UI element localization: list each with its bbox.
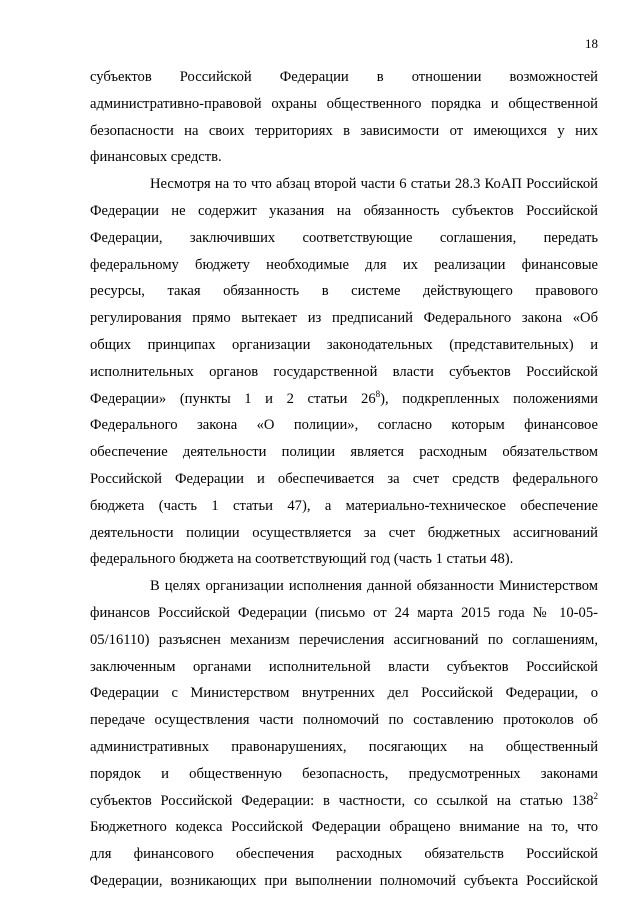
text-run: Бюджетного кодекса Российской Федерации обращено внимание на то, что [90, 819, 598, 836]
text-line [90, 439, 598, 466]
text-line [90, 171, 598, 198]
text-line [90, 680, 598, 707]
text-run: общих принципах организации законодательных (представительных) и [90, 336, 598, 353]
text-line [90, 600, 598, 627]
text-run: безопасности на своих территориях в зависимости от имеющихся у них [90, 122, 598, 139]
text-line [90, 546, 598, 573]
text-run: ), подкрепленных положениями [380, 390, 598, 407]
text-run: деятельности полиции осуществляется за счет бюджетных ассигнований [90, 524, 598, 541]
text-run: Федерации с Министерством внутренних дел Российской Федерации, о [90, 685, 598, 702]
text-run: финансовых средств. [90, 149, 222, 166]
text-line [90, 198, 598, 225]
text-line [90, 252, 598, 279]
text-line [90, 359, 598, 386]
text-run: обеспечение деятельности полиции является расходным обязательством [90, 444, 598, 461]
text-line [90, 64, 598, 91]
text-run: В целях организации исполнения данной обязанности Министерством [150, 578, 598, 595]
text-run: бюджета (часть 1 статьи 47), а материально-техническое обеспечение [90, 497, 598, 514]
text-run: Федерации» (пункты 1 и 2 статьи 26 [90, 390, 376, 407]
text-run: административно-правовой охраны общественного порядка и общественной [90, 95, 598, 112]
text-line [90, 412, 598, 439]
text-line [90, 761, 598, 788]
text-run: субъектов Российской Федерации в отношении возможностей [90, 69, 598, 85]
text-line [90, 573, 598, 600]
text-line [90, 91, 598, 118]
text-line [90, 707, 598, 734]
text-line [90, 868, 598, 895]
text-line [90, 814, 598, 841]
paragraph [90, 64, 598, 171]
text-run: регулирования прямо вытекает из предписаний Федерального закона «Об [90, 310, 598, 327]
text-line [90, 627, 598, 654]
text-line [90, 225, 598, 252]
paragraph [90, 573, 598, 895]
text-line [90, 788, 598, 815]
text-line [90, 466, 598, 493]
text-line [90, 278, 598, 305]
text-run: для финансового обеспечения расходных обязательств Российской [90, 846, 598, 863]
text-line [90, 332, 598, 359]
text-line [90, 654, 598, 681]
text-run: порядок и общественную безопасность, предусмотренных законами [90, 765, 598, 782]
text-line [90, 144, 598, 171]
footnote-reference: 2 [593, 790, 598, 801]
text-run: административных правонарушениях, посягающих на общественный [90, 738, 598, 755]
text-run: 05/16110) разъяснен механизм перечисления ассигнований по соглашениям, [90, 631, 598, 648]
text-run: передаче осуществления части полномочий по составлению протоколов об [90, 712, 598, 729]
text-run: Российской Федерации и обеспечивается за счет средств федерального [90, 470, 598, 487]
text-run: федерального бюджета на соответствующий год (часть 1 статьи 48). [90, 551, 514, 568]
text-line [90, 386, 598, 413]
text-run: финансов Российской Федерации (письмо от 24 марта 2015 года № 10-05- [90, 604, 598, 621]
text-run: исполнительных органов государственной власти субъектов Российской [90, 363, 598, 380]
text-line [90, 305, 598, 332]
text-line [90, 118, 598, 145]
paragraph [90, 171, 598, 573]
text-line [90, 520, 598, 547]
text-run: Федерации, возникающих при выполнении полномочий субъекта Российской [90, 872, 598, 889]
text-line [90, 734, 598, 761]
text-line [90, 841, 598, 868]
text-line [90, 493, 598, 520]
text-run: заключенным органами исполнительной власти субъектов Российской [90, 658, 598, 675]
text-run: ресурсы, такая обязанность в системе действующего правового [90, 283, 598, 300]
text-run: Несмотря на то что абзац второй части 6 статьи 28.3 КоАП Российской [150, 176, 598, 193]
text-run: субъектов Российской Федерации: в частности, со ссылкой на статью 138 [90, 792, 594, 809]
text-run: Федерации не содержит указания на обязанность субъектов Российской [90, 202, 598, 219]
page-number: 18 [585, 36, 598, 51]
footnote-reference: 8 [375, 388, 381, 399]
text-run: федеральному бюджету необходимые для их реализации финансовые [90, 256, 598, 273]
text-run: Федерации, заключивших соответствующие соглашения, передать [90, 229, 598, 246]
document-body [90, 64, 598, 895]
text-run: Федерального закона «О полиции», согласно которым финансовое [90, 417, 598, 434]
